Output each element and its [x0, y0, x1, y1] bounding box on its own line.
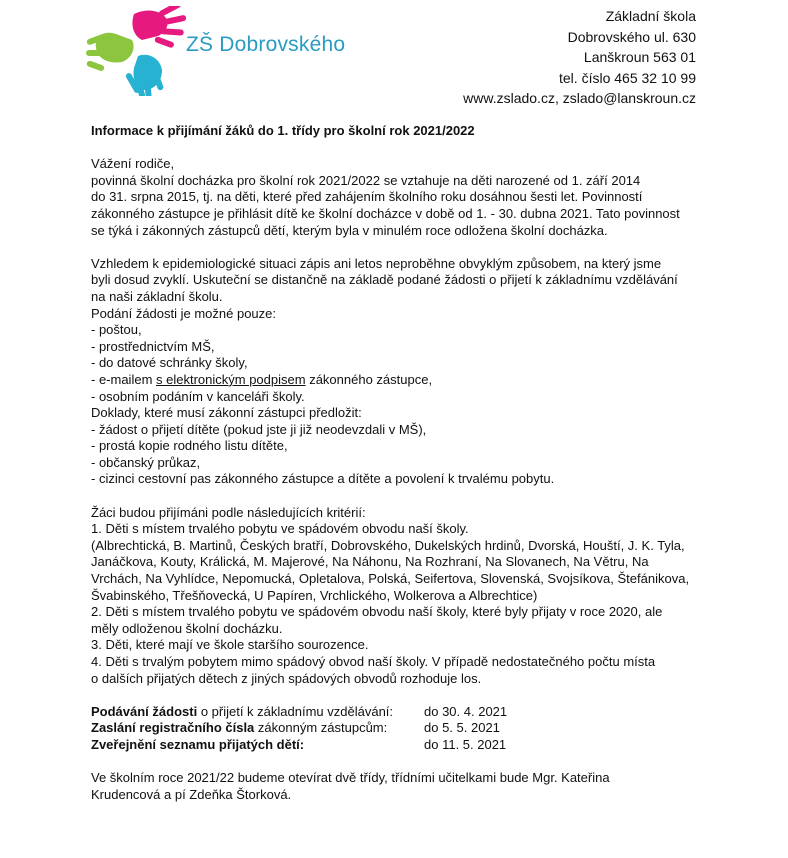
list-item: - žádost o přijetí dítěte (pokud jste ji již neodevzdali v MŠ),: [91, 421, 427, 437]
address-line: Lanškroun 563 01: [583, 49, 696, 65]
paragraph-line: povinná školní docházka pro školní rok 2021/2022 se vztahuje na děti narozené od 1. září 2014: [91, 172, 641, 188]
docs-heading: Doklady, které musí zákonní zástupci předložit:: [91, 405, 362, 421]
deadline-label: [91, 704, 424, 721]
criteria-line: (Albrechtická, B. Martinů, Českých bratří, Dobrovského, Dukelských hrdinů, Dvorská, Houští, J. K. Tyla,: [91, 537, 685, 553]
paragraph-line: zákonného zástupce je přihlásit dítě ke školní docházce v době od 1. - 30. dubna 2021. Tato povinnost: [91, 205, 680, 221]
list-item: - prostá kopie rodného listu dítěte,: [91, 438, 288, 454]
deadline-label-rest: zákonným zástupcům:: [254, 720, 388, 736]
hands-logo-icon: [86, 6, 196, 96]
deadline-date: do 5. 5. 2021: [424, 720, 500, 736]
deadline-label-bold: Zaslání registračního čísla: [91, 720, 255, 736]
paragraph-line: do 31. srpna 2015, tj. na děti, které před zahájením školního roku dosáhnou šesti let. Povinností: [91, 189, 643, 205]
list-item: - cizinci cestovní pas zákonného zástupce a dítěte a povolení k trvalému pobytu.: [91, 471, 555, 487]
criteria-line: Švabinského, Třešňovecká, U Papíren, Vrchlického, Wolkerova a Albrechtice): [91, 587, 538, 603]
paragraph-line: Vzhledem k epidemiologické situaci zápis ani letos neproběhne obvyklým způsobem, na který jsme: [91, 255, 662, 271]
logo-text: ZŠ Dobrovského: [186, 33, 346, 56]
list-item: - poštou,: [91, 322, 142, 338]
criteria-line: 2. Děti s místem trvalého pobytu ve spádovém obvodu naší školy, které byly přijaty v roce 2020, ale: [91, 604, 663, 620]
deadline-label-bold: Podávání žádosti: [91, 703, 198, 719]
document-body: [91, 123, 711, 803]
paragraph-line: se týká i zákonných zástupců dětí, kterým byla v minulém roce odložena školní docházka.: [91, 222, 608, 238]
deadline-date: do 11. 5. 2021: [424, 736, 507, 752]
school-address: [463, 6, 696, 109]
paragraph-line: byli dosud zvyklí. Uskuteční se distančně na základě podané žádosti o přijetí k základnímu vzdělávání: [91, 272, 678, 288]
email-item-post: zákonného zástupce,: [305, 371, 433, 387]
document-title: Informace k přijímání žáků do 1. třídy pro školní rok 2021/2022: [91, 123, 475, 138]
electronic-signature-link[interactable]: s elektronickým podpisem: [156, 371, 306, 387]
list-item: [91, 372, 711, 389]
list-item: - osobním podáním v kanceláři školy.: [91, 388, 305, 404]
deadline-label-bold: Zveřejnění seznamu přijatých dětí:: [91, 736, 305, 752]
deadline-date: do 30. 4. 2021: [424, 703, 508, 719]
address-line: Dobrovského ul. 630: [567, 28, 696, 45]
list-item: - občanský průkaz,: [91, 454, 201, 470]
list-item: - do datové schránky školy,: [91, 355, 248, 371]
greeting: Vážení rodiče,: [91, 156, 175, 172]
deadlines-table: [91, 704, 711, 754]
criteria-line: měly odloženou školní docházku.: [91, 620, 283, 636]
criteria-line: 3. Děti, které mají ve škole staršího sourozence.: [91, 637, 369, 653]
criteria-line: o dalších přijatých dětech z jiných spádových obvodů rozhoduje los.: [91, 670, 482, 686]
criteria-line: Janáčkova, Kouty, Králická, M. Majerové, Na Náhonu, Na Rozhraní, Na Slovanech, Na Větru, Na: [91, 554, 649, 570]
criteria-line: Vrchách, Na Vyhlídce, Nepomucká, Opletalova, Polská, Seifertova, Slovenská, Svojsíkova, Štefánikova,: [91, 571, 690, 587]
closing-line: Krudencová a pí Zdeňka Štorková.: [91, 786, 292, 802]
submit-heading: Podání žádosti je možné pouze:: [91, 305, 277, 321]
deadline-label-rest: o přijetí k základnímu vzdělávání:: [197, 703, 394, 719]
address-phone: tel. číslo 465 32 10 99: [559, 69, 696, 86]
list-item: - prostřednictvím MŠ,: [91, 338, 215, 354]
criteria-heading: Žáci budou přijímáni podle následujících kritérií:: [91, 504, 366, 520]
paragraph-line: na naši základní školu.: [91, 288, 223, 304]
deadline-label: [91, 737, 424, 754]
deadline-label: [91, 720, 424, 737]
address-line: Základní škola: [605, 8, 696, 24]
address-web-email: www.zslado.cz, zslado@lanskroun.cz: [463, 90, 696, 106]
closing-line: Ve školním roce 2021/22 budeme otevírat dvě třídy, třídními učitelkami bude Mgr. Kateřina: [91, 770, 610, 786]
email-item-pre: - e-mailem: [91, 371, 157, 387]
criteria-line: 1. Děti s místem trvalého pobytu ve spádovém obvodu naší školy.: [91, 521, 469, 537]
criteria-line: 4. Děti s trvalým pobytem mimo spádový obvod naší školy. V případě nedostatečného počtu místa: [91, 654, 656, 669]
